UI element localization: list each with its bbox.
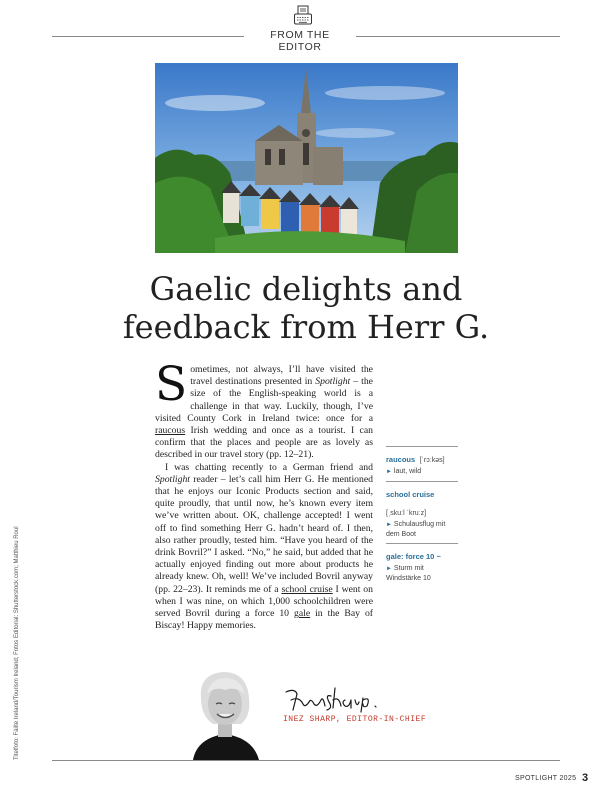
- glossary-definition: laut, wild: [393, 468, 422, 475]
- glossary-word-raucous: raucous: [155, 425, 186, 437]
- drop-cap: S: [155, 357, 188, 412]
- arrow-icon: ►: [386, 566, 392, 572]
- editor-name: INEZ SHARP, EDITOR-IN-CHIEF: [283, 715, 427, 724]
- typewriter-icon: [293, 5, 313, 27]
- glossary-box: [386, 446, 458, 587]
- magazine-issue: SPOTLIGHT 2025: [515, 775, 577, 782]
- glossary-pronunciation: [ˈrɔːkəs]: [419, 457, 445, 464]
- footer-rule: [52, 760, 560, 761]
- page-number: 3: [582, 772, 589, 784]
- headline-line-2: feedback from Herr G.: [122, 308, 490, 346]
- editor-portrait: [183, 668, 268, 760]
- headline: [120, 270, 492, 346]
- glossary-word-school-cruise: school cruise: [281, 583, 333, 595]
- glossary-term: gale: force 10 ~: [386, 552, 441, 561]
- glossary-pronunciation: [ˌskuːl ˈkruːz]: [386, 510, 427, 517]
- paragraph-2: I was chatting recently to a German friend and Spotlight reader – let’s call him Herr G. He mentioned that he enjoys our Iconic Products section and said, quite proudly, that until now, he’s known every item we’ve written about. OK, challenge accepted! I went off to find something Herr G. hadn’t heard of. I then, also rather proudly, tested him. “Have you heard of the drink Bovril?” I asked. “No,” he said, but added that he actually enjoyed finding out more about products he already knew. Oh, well! We’ve included Bovril anyway (pp. 22–23). It reminds me of a school cruise I went on when I was nine, on which 1,000 schoolchildren were served Bovril during a force 10 gale in the Bay of Biscay! Happy memories.: [155, 461, 374, 632]
- section-title: FROM THE EDITOR: [270, 29, 330, 53]
- glossary-item: [386, 543, 458, 587]
- glossary-term: school cruise: [386, 490, 435, 499]
- photo-credits: Titelfoto: Fáilte Ireland/Tourism Ireland; Fotos Editorial: Shutterstock.com; Matthieu Roul: [14, 526, 20, 760]
- glossary-definition: Schulausflug mit dem Boot: [386, 521, 446, 538]
- glossary-item: [386, 481, 458, 543]
- paragraph-1: Sometimes, not always, I’ll have visited the travel destinations presented in Spotlight – the size of the English-speaking world is a challenge in that way. Luckily, though, I’ve visited County Cork in Ireland twice: once for a raucous Irish wedding and once as a tourist. I can confirm that the places and people are as lovely as described in our travel story (pp. 12–21).: [155, 357, 373, 461]
- headline-line-1: Gaelic delights and: [149, 270, 463, 308]
- glossary-definition: Sturm mit Windstärke 10: [386, 565, 431, 582]
- glossary-word-gale: gale: [293, 608, 311, 620]
- arrow-icon: ►: [386, 522, 392, 528]
- signature: [283, 684, 393, 714]
- cathedral-harbor-photo: [155, 63, 458, 253]
- glossary-term: raucous: [386, 455, 416, 464]
- glossary-item: [386, 446, 458, 481]
- header-rule-right: [356, 36, 560, 37]
- editorial-body: [155, 357, 374, 632]
- arrow-icon: ►: [386, 469, 392, 475]
- header-rule-left: [52, 36, 244, 37]
